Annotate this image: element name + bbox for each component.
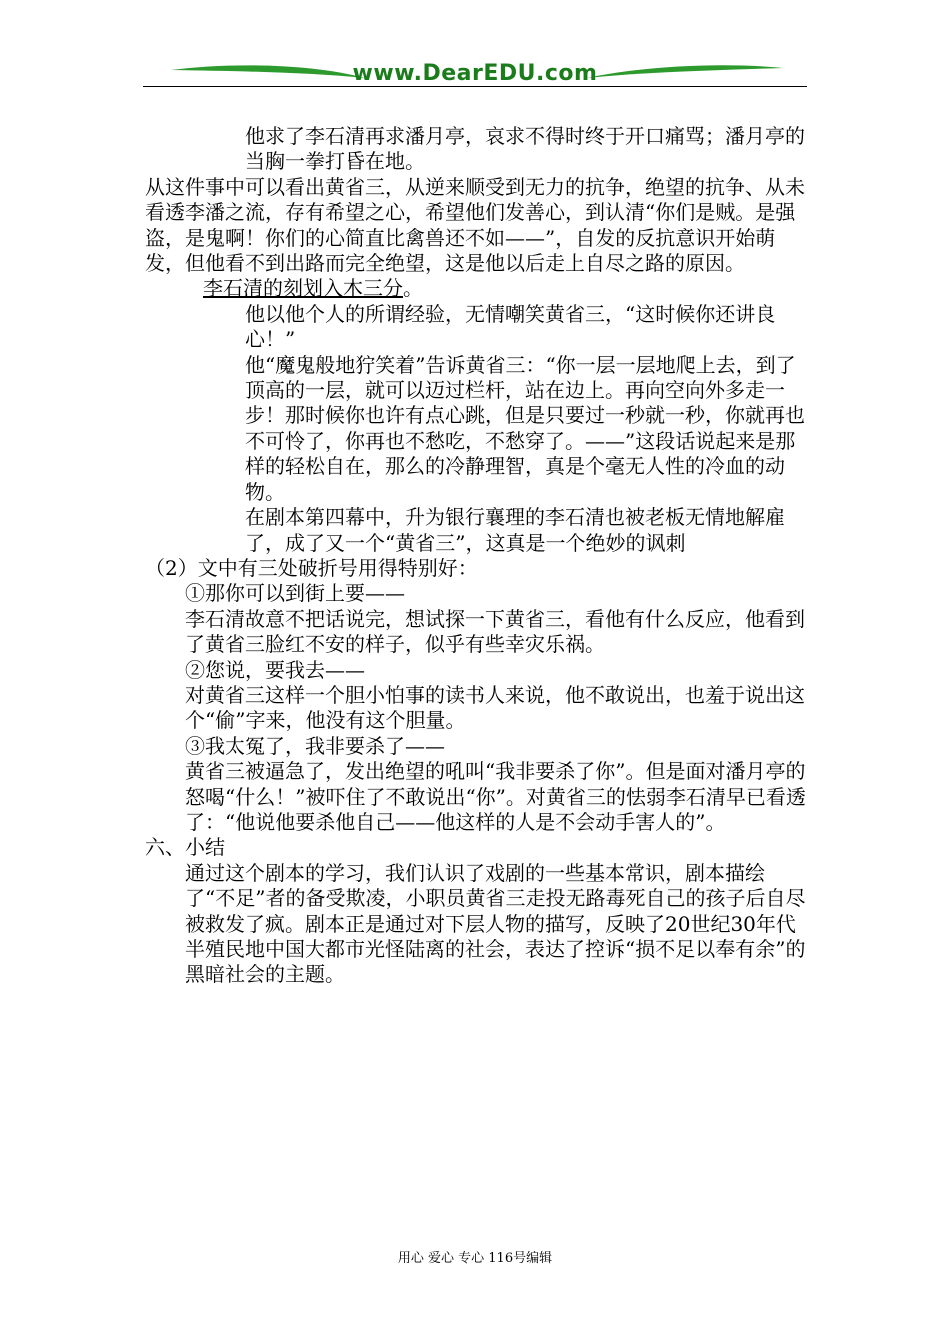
punctuation: 。 — [403, 276, 423, 301]
paragraph: 从这件事中可以看出黄省三，从逆来顺受到无力的抗争，绝望的抗争、从未看透李潘之流，存有希望之心，希望他们发善心，到认清“你们是贼。是强盗，是鬼啊！你们的心简直比禽兽还不如——”，自发的反抗意识开始萌发，但他看不到出路而完全绝望，这是他以后走上自尽之路的原因。 — [145, 174, 805, 276]
paragraph: 他“魔鬼般地狞笑着”告诉黄省三：“你一层一层地爬上去，到了顶高的一层，就可以迈过栏杆，站在边上。再向空向外多走一步！那时候你也许有点心跳，但是只要过一秒就一秒，你就再也不可怜了，你再也不愁吃，不愁穿了。——”这段话说起来是那样的轻松自在，那么的冷静理智，真是个毫无人性的冷血的动物。 — [245, 352, 805, 504]
paragraph: ①那你可以到街上要—— — [185, 581, 405, 606]
section-heading: 六、小结 — [145, 835, 225, 860]
page-header — [143, 58, 807, 92]
paragraph: 通过这个剧本的学习，我们认识了戏剧的一些基本常识，剧本描绘了“不足”者的备受欺凌，小职员黄省三走投无路毒死自己的孩子后自尽被救发了疯。剧本正是通过对下层人物的描写，反映了20世纪30年代半殖民地中国大都市光怪陆离的社会，表达了控诉“损不足以奉有余”的黑暗社会的主题。 — [185, 860, 806, 987]
paragraph: 黄省三被逼急了，发出绝望的吼叫“我非要杀了你”。但是面对潘月亭的怒喝“什么！”被吓住了不敢说出“你”。对黄省三的怯弱李石清早已看透了：“他说他要杀他自己——他这样的人是不会动手害人的”。 — [185, 759, 806, 834]
paragraph: 在剧本第四幕中，升为银行襄理的李石清也被老板无情地解雇了，成了又一个“黄省三”，这真是一个绝妙的讽刺 — [245, 505, 785, 555]
paragraph: ②您说，要我去—— — [185, 657, 365, 682]
paragraph: 对黄省三这样一个胆小怕事的读书人来说，他不敢说出，也羞于说出这个“偷”字来，他没有这个胆量。 — [185, 682, 805, 733]
paragraph: 他以他个人的所谓经验，无情嘲笑黄省三，“这时候你还讲良心！” — [245, 301, 776, 352]
site-url: www.DearEDU.com — [352, 61, 598, 86]
paragraph: 他求了李石清再求潘月亭，哀求不得时终于开口痛骂；潘月亭的当胸一拳打昏在地。 — [245, 124, 805, 174]
subheading — [145, 276, 810, 301]
paragraph: 李石清故意不把话说完，想试探一下黄省三，看他有什么反应，他看到了黄省三脸红不安的样子，似乎有些幸灾乐祸。 — [185, 606, 805, 657]
paragraph: ③我太冤了，我非要杀了—— — [185, 733, 445, 758]
header-rule — [143, 86, 807, 87]
document-body — [145, 124, 810, 988]
underlined-text: 李石清的刻划入木三分 — [203, 276, 403, 301]
page-footer: 用心 爱心 专心 116号编辑 — [397, 1251, 553, 1266]
paragraph: （2）文中有三处破折号用得特别好： — [145, 555, 478, 580]
